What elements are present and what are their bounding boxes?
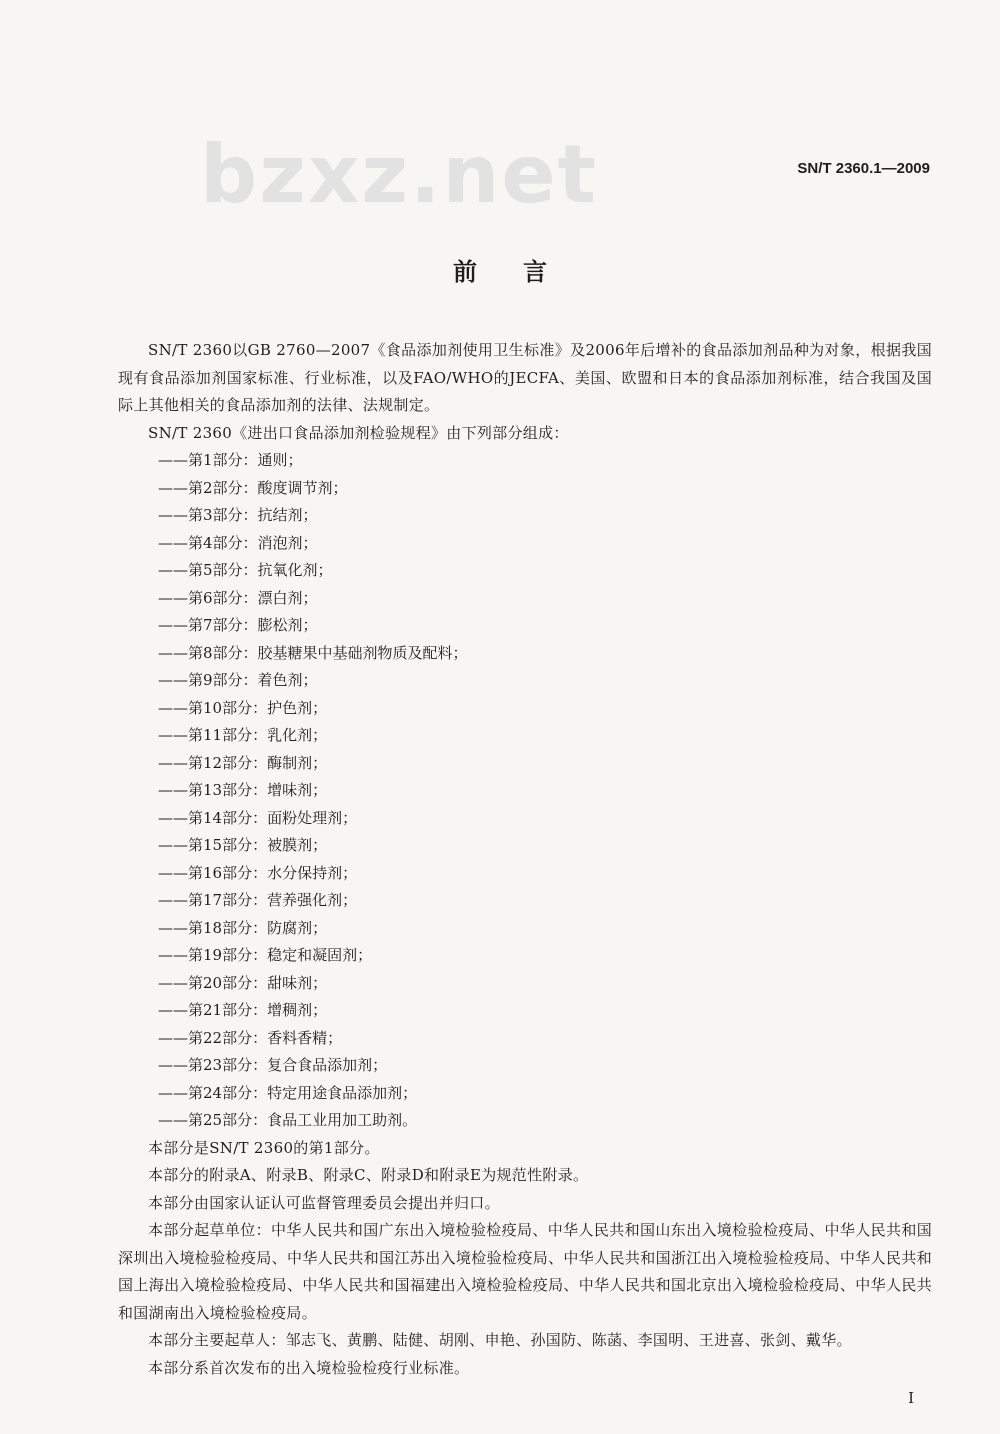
list-item: ——第6部分：漂白剂； (158, 588, 318, 607)
list-item: ——第13部分：增味剂； (158, 781, 328, 799)
list-item: ——第20部分：甜味剂； (158, 973, 328, 992)
foreword-body (118, 337, 932, 1382)
list-item: ——第11部分：乳化剂； (158, 726, 328, 744)
standard-code: SN/T 2360.1—2009 (797, 160, 930, 177)
list-item: ——第2部分：酸度调节剂； (158, 478, 348, 497)
page-title: 前言 (453, 257, 593, 286)
list-item: ——第3部分：抗结剂； (158, 506, 318, 524)
list-item: ——第1部分：通则； (158, 451, 303, 469)
list-item: ——第7部分：膨松剂； (158, 616, 318, 634)
list-item: ——第21部分：增稠剂； (158, 1001, 328, 1019)
paragraph-first-release: 本部分系首次发布的出入境检验检疫行业标准。 (148, 1358, 470, 1377)
list-item: ——第17部分：营养强化剂； (158, 891, 358, 909)
list-item: ——第14部分：面粉处理剂； (158, 808, 358, 827)
list-item: ——第25部分：食品工业用加工助剂。 (158, 1111, 418, 1129)
list-item: ——第23部分：复合食品添加剂； (158, 1056, 388, 1074)
paragraph-structure: SN/T 2360《进出口食品添加剂检验规程》由下列部分组成： (148, 423, 569, 442)
list-item: ——第5部分：抗氧化剂； (158, 561, 333, 579)
paragraph-part-number: 本部分是SN/T 2360的第1部分。 (148, 1138, 380, 1157)
list-item: ——第12部分：酶制剂； (158, 753, 328, 772)
list-item: ——第16部分：水分保持剂； (158, 863, 358, 882)
parts-list (118, 447, 932, 1135)
list-item: ——第15部分：被膜剂； (158, 836, 328, 854)
list-item: ——第19部分：稳定和凝固剂； (158, 946, 373, 964)
paragraph-proposer: 本部分由国家认证认可监督管理委员会提出并归口。 (148, 1193, 500, 1212)
page-number: I (908, 1389, 914, 1407)
paragraph-drafting-units: 本部分起草单位：中华人民共和国广东出入境检验检疫局、中华人民共和国山东出入境检验检疫局、中华人民共和国深圳出入境检验检疫局、中华人民共和国江苏出入境检验检疫局、中华人民共和国浙江出入境检验检疫局、中华人民共和国上海出入境检验检疫局、中华人民共和国福建出入境检验检疫局、中华人民共和国北京出入境检验检疫局、中华人民共和国湖南出入境检验检疫局。 (118, 1221, 932, 1322)
list-item: ——第4部分：消泡剂； (158, 533, 318, 552)
list-item: ——第9部分：着色剂； (158, 671, 318, 689)
list-item: ——第10部分：护色剂； (158, 698, 328, 717)
watermark: bzxz.net (200, 128, 598, 221)
list-item: ——第18部分：防腐剂； (158, 918, 328, 937)
paragraph-scope: SN/T 2360以GB 2760—2007《食品添加剂使用卫生标准》及2006年后增补的食品添加剂品种为对象，根据我国现有食品添加剂国家标准、行业标准，以及FAO/WHO的JECFA、美国、欧盟和日本的食品添加剂标准，结合我国及国际上其他相关的食品添加剂的法律、法规制定。 (118, 341, 932, 414)
list-item: ——第24部分：特定用途食品添加剂； (158, 1083, 418, 1102)
list-item: ——第22部分：香料香精； (158, 1028, 343, 1047)
list-item: ——第8部分：胶基糖果中基础剂物质及配料； (158, 643, 468, 662)
paragraph-annexes: 本部分的附录A、附录B、附录C、附录D和附录E为规范性附录。 (148, 1166, 589, 1184)
paragraph-drafters: 本部分主要起草人：邹志飞、黄鹏、陆健、胡刚、申艳、孙国防、陈菡、李国明、王进喜、张剑、戴华。 (148, 1331, 852, 1349)
